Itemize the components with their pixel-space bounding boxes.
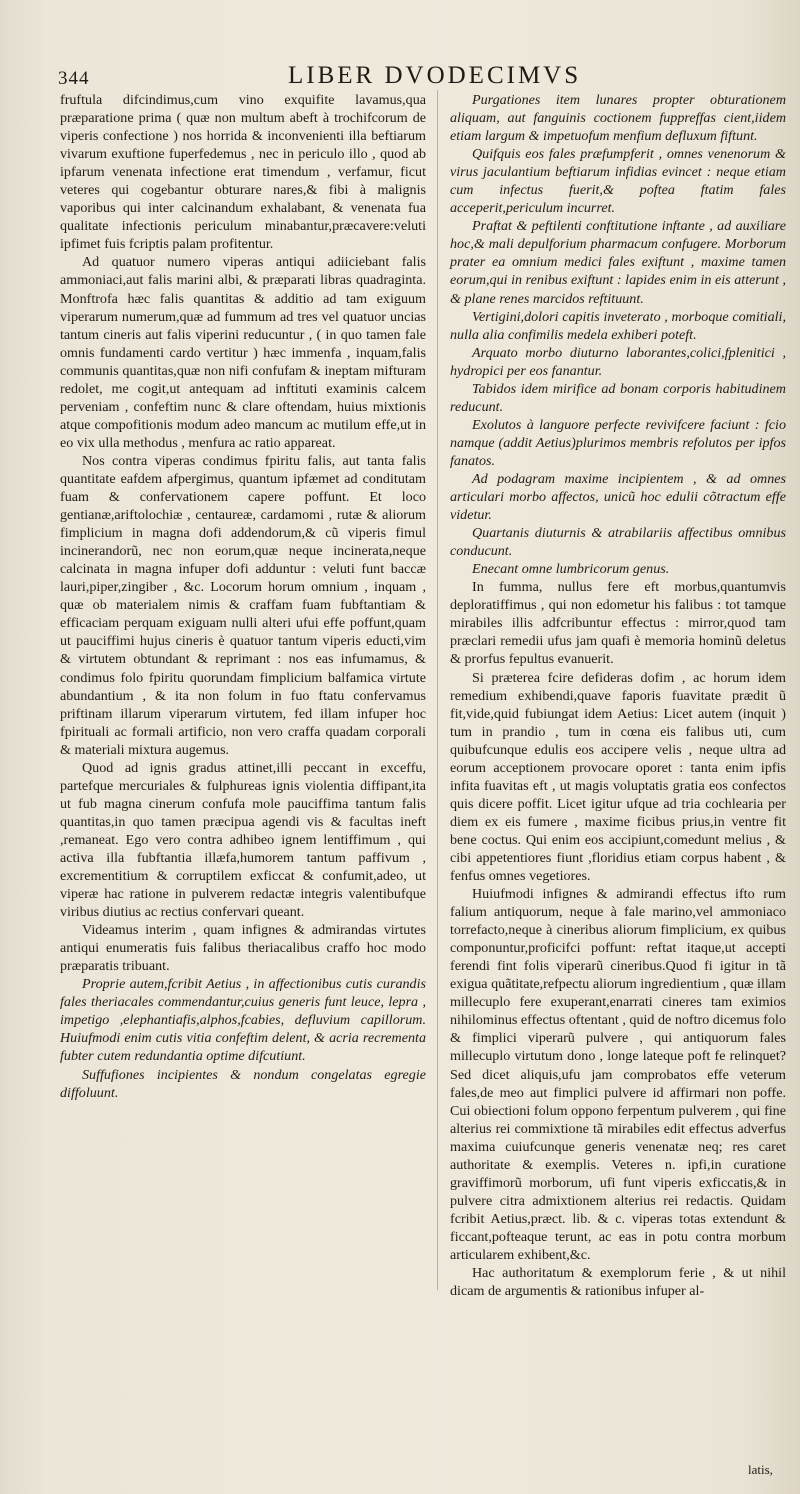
left-column — [60, 91, 426, 1102]
right-paragraph: In fumma, nullus fere eft morbus,quantumvis deploratiffimus , qui non edometur his falibus : tot tamque mirabiles illis adfcribuntur effectus : mirror,quod tam præclari remedii ufus jam quafi è memoria hominũ deletus & prorfus fepultus evanuerit. — [450, 579, 786, 668]
left-paragraph: Videamus interim , quam infignes & admirandas virtutes antiqui enumeratis fuis falibus theriacalibus craffo hoc modo præparatis tribuant. — [60, 922, 426, 975]
right-paragraph: Ad podagram maxime incipientem , & ad omnes articulari morbo affectos, unicũ hoc edulii cõtractum effe videtur. — [450, 470, 786, 524]
catchword: latis, — [748, 1462, 773, 1477]
right-paragraph: Tabidos idem mirifice ad bonam corporis habitudinem reducunt. — [450, 380, 786, 415]
right-paragraph: Enecant omne lumbricorum genus. — [472, 561, 670, 578]
right-paragraph: Hac authoritatum & exemplorum ferie , & ut nihil dicam de argumentis & rationibus infuper al- — [450, 1265, 786, 1300]
page-number: 344 — [58, 68, 90, 89]
left-paragraph: fruftula difcindimus,cum vino exquifite lavamus,qua præparatione prima ( quæ non multum abeft à trochifcorum de viperis confectione ) nos horrida & inconvenienti illa beftiarum vivarum exuftione fuperfedemus , nec in periculo illo , quod ab ipfarum venenata infectione erat timendum , verfamur, ficut veteres qui cogebantur obturare nares,& fibi à malignis vaporibus qui inter calcinandum exhalabant, & venenata fua qualitate infectionis periculum minabantur,præcavere:veluti ipfimet fuis fcriptis palam profitentur. — [60, 92, 426, 253]
right-column — [450, 91, 786, 1300]
right-paragraph: Exolutos à languore perfecte revivifcere faciunt : fcio namque (addit Aetius)plurimos membris refolutos per ipfos fanatos. — [450, 416, 786, 469]
right-paragraph: Si præterea fcire defideras dofim , ac horum idem remedium exhibendi,quave faporis fuavitate prædit ũ fit,vide,quid fubiungat idem Aetius: Licet autem (inquit ) tum in prandio , tum in cœna eis falibus uti, cum quibufcunque edulis eos accipere velis , neque ultra ad eorum acceptionem provocare oporet : tanta enim ipfis infita fuavitas eft , ut magis voluptatis gratia eos confectos quis dicere poffit. Licet igitur ufque ad tria cochlearia per diem ex eis fumere , maxime ficibus prius,in ventre fit bene coctus. Qui enim eos accipiunt,comedunt melius , & cibi appetentiores fiunt ,floridius etiam corpus habent , & fenfus omnes vegetiores. — [450, 669, 786, 885]
left-paragraph: Quod ad ignis gradus attinet,illi peccant in exceffu, partefque mercuriales & fulphureas ignis violentia diffipant,ita ut fub magna cinerum confufa mole pauciffima tantum falis quantitas,in quo tamen præcipua agendi vis & facultas ineft ,remaneat. Ego vero contra adhibeo ignem lentiffimum , qui activa illa fubftantia illæfa,humorem tantum paffivum , excrementitium & corruptilem exficcat & confumit,adeo, ut viperæ hac ratione in pulverem redactæ integris valentibufque viribus diutius ac rectius confervari queant. — [60, 759, 426, 921]
right-paragraph: Huiufmodi infignes & admirandi effectus ifto rum falium antiquorum, neque à fale marino,vel ammoniaco torrefacto,neque à cineribus aliorum fimplicium, ex quibus componuntur,proficifci poffunt: reftat itaque,ut accepti ferendi fint folis viperarũ cineribus.Quod fi igitur in tã exigua quãtitate,refpectu aliorum ingredientium , quæ illam millecuplo fere exuperant,enarrati cineres tam eximios nihilominus effectus oftentant , quid de noftro dicemus folo & fimplici viperarũ pulvere , qui antiquorum fales millecuplo virtutum dono , longe lateque poft fe relinquet? Sed dicet aliquis,ufu jam comprobatos effe veterum fales,de meo aut fimplici pulvere id affirmari non poffe. Cui obiectioni folum oppono ferpentum pulverem , qui fine alterius rei commixtione tã mirabiles edit effectus adverfus maxima cuiufcunque generis venenatæ neq; res caret authoritate & exemplis. Veteres n. ipfi,in curatione graviffimorũ morborum, ufi funt viperis exficcatis,& in pulvere citra admixtionem alterius rei redactis. Quidam fcribit Aetius,præct. lib. & c. viperas totas extendunt & ficcant,pofteaque terunt, ac eas in potu contra morbum articularem exhibent,&c. — [450, 886, 786, 1263]
right-paragraph: Purgationes item lunares propter obturationem aliquam, aut fanguinis coctionem fuppreffas cient,iidem etiam largum & impetuofum menfium defluxum fiftunt. — [450, 92, 786, 145]
right-paragraph: Praftat & peftilenti conftitutione inftante , ad auxiliare hoc,& mali depulforium pharmacum confugere. Morborum prater ea omnium medici fales exiftunt , maxime tamen eorum,qui in renibus exiftunt : lapides enim in eis atterunt , & plane renes marcidos reftituunt. — [450, 218, 786, 307]
right-paragraph: Quifquis eos fales præfumpferit , omnes venenorum & virus jaculantium beftiarum infidias evincet : neque etiam cum infectus fuerit,& poftea ftatim fales acceperit,periculum incurret. — [450, 146, 786, 217]
left-paragraph: Suffufiones incipientes & nondum congelatas egregie diffoluunt. — [60, 1066, 426, 1101]
page-header — [58, 62, 764, 90]
running-title: LIBER DVODECIMVS — [288, 62, 582, 89]
left-paragraph: Ad quatuor numero viperas antiqui adiiciebant falis ammoniaci,aut falis marini albi, & præparati libras quadraginta. Monftrofa hæc falis quantitas & additio ad tam exiguum viperarum numerum,quæ ad fummum ad tres vel quatuor uncias tantum cineris aut falis viperini reducuntur , ( in quo tamen fale omnis fundamenti cardo vertitur ) hæc immenfa , inquam,falis communis quantitas,quæ non nifi confufam & ineptam mifturam redolet, me cogit,ut antequam ad inftituti examinis calcem perveniam , confeftim nunc & clare oftendam, huius mixtionis atque compofitionis modum adeo mancum ac mutilum effe,ut in eo vix ulla methodus , menfura ac ratio appareat. — [60, 254, 426, 451]
right-paragraph: Quartanis diuturnis & atrabilariis affectibus omnibus conducunt. — [450, 525, 786, 560]
right-paragraph: Arquato morbo diuturno laborantes,colici,fplenitici , hydropici per eos fanantur. — [450, 344, 786, 379]
left-paragraph: Nos contra viperas condimus fpiritu falis, aut tanta falis quantitate eafdem afpergimus, quantum ipfæmet ad conditutam fuam & confervationem capere poffunt. Et loco gentianæ,ariftolochiæ , centaureæ, cardamomi , rutæ & aliorum fimplicium in magna dofi addendorum,& cũ viperis fimul incinerandorũ, nec non eorum,quæ neque incinerata,neque calcinata in magna infuper dofi adduntur : veluti funt baccæ lauri,piper,zingiber , &c. Locorum horum omnium , inquam , quæ ob materialem nimis & craffam fuam fubftantiam & efficaciam perquam exiguam nulli alteri ufui effe poffunt,quam ut pauciffimi hujus cineris è quatuor tantum viperis educti,vim & virtutem obtundant & reprimant : nos eas infumamus, & condimus folo fpiritu quorundam fimplicium balfamica virtute abundantium , & ita non folum in fuo ftatu confervamus priftinam illarum viperarum virtutem, fed illam infuper hoc fpirituali ac formali artificio, non vero craffa quadam corporali & materiali mixtura augemus. — [60, 452, 426, 758]
left-paragraph: Proprie autem,fcribit Aetius , in affectionibus cutis curandis fales theriacales commendantur,cuius generis funt leuce, lepra , impetigo ,elephantiafis,alphos,fcabies, defluvium capillorum. Huiufmodi enim cutis vitia confeftim delent, & acria recrementa fubter cutem redundantia optime difcutiunt. — [60, 976, 426, 1065]
right-paragraph: Vertigini,dolori capitis inveterato , morboque comitiali, nulla alia confimilis medela exhiberi poteft. — [450, 308, 786, 343]
column-divider — [437, 90, 438, 1290]
